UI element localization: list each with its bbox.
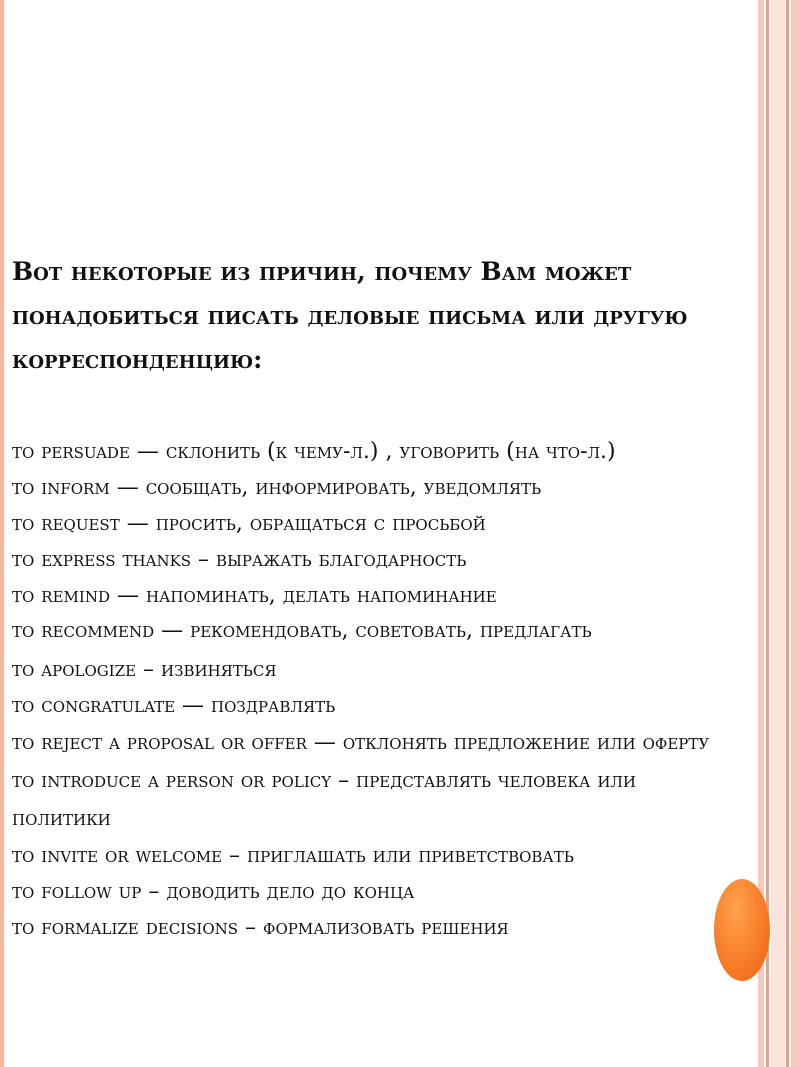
slide-heading: Вот некоторые из причин, почему Вам может понадобиться писать деловые письма или другую корреспонденцию: bbox=[12, 257, 688, 374]
list-item: to invite or welcome – приглашать или приветствовать bbox=[12, 843, 574, 868]
list-item: to formalize decisions – формализовать решения bbox=[12, 915, 509, 940]
list-item: to follow up – доводить дело до конца bbox=[12, 879, 415, 904]
list-item: to express thanks – выражать благодарность bbox=[12, 547, 467, 572]
left-border-decoration bbox=[0, 0, 4, 1067]
phrase-list bbox=[12, 434, 800, 946]
list-item: to remind — напоминать, делать напоминание bbox=[12, 583, 497, 608]
list-item: to introduce a person or policy – представлять человека или политики bbox=[12, 768, 637, 831]
list-item: to request — просить, обращаться с просьбой bbox=[12, 511, 486, 536]
list-item: to reject a proposal or offer — отклонять предложение или оферту bbox=[12, 730, 710, 755]
slide-content bbox=[12, 250, 800, 946]
list-item: to apologize – извиняться bbox=[12, 657, 277, 682]
list-item: to persuade — склонить (к чему-л.) , уговорить (на что-л.) bbox=[12, 439, 616, 464]
list-item: to congratulate — поздравлять bbox=[12, 693, 336, 718]
list-item: to inform — сообщать, информировать, уведомлять bbox=[12, 475, 542, 500]
list-item: to recommend — рекомендовать, советовать, предлагать bbox=[12, 618, 592, 643]
